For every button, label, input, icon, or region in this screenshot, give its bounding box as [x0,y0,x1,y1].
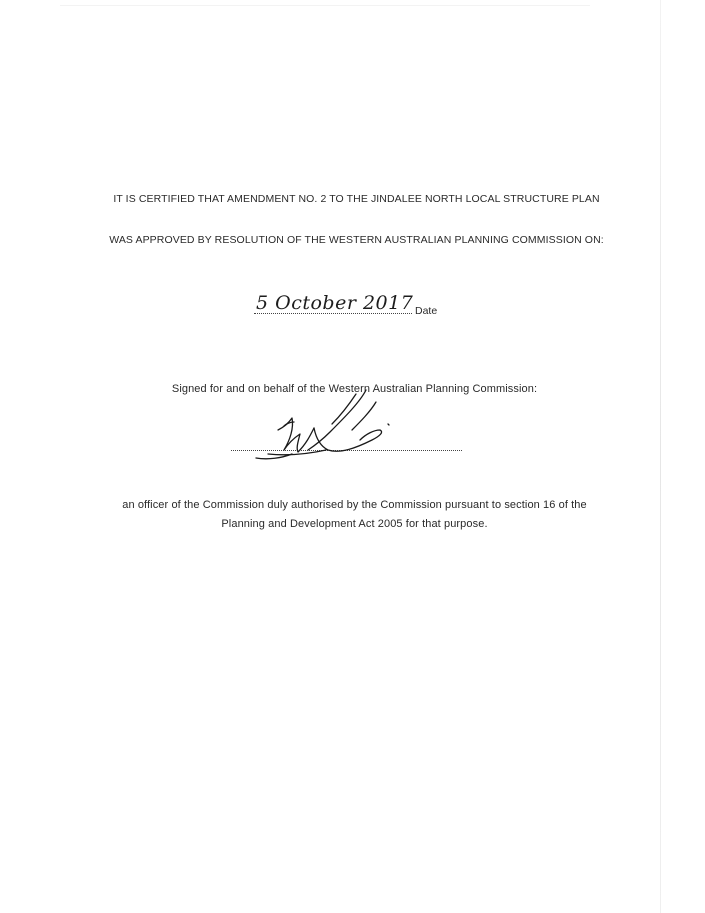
certification-statement-line-1: IT IS CERTIFIED THAT AMENDMENT NO. 2 TO THE JINDALEE NORTH LOCAL STRUCTURE PLAN [113,193,600,205]
officer-statement-line-2: Planning and Development Act 2005 for that purpose. [221,518,488,530]
date-dotted-line [254,313,412,314]
certification-statement-line-2: WAS APPROVED BY RESOLUTION OF THE WESTERN AUSTRALIAN PLANNING COMMISSION ON: [109,234,604,246]
officer-statement-line-1: an officer of the Commission duly authorised by the Commission pursuant to section 16 of the [122,499,587,511]
signed-on-behalf-statement: Signed for and on behalf of the Western Australian Planning Commission: [171,383,538,395]
date-label: Date [415,305,438,317]
handwritten-date: 5 October 2017 [256,292,414,314]
scan-edge [660,0,661,913]
scan-top-edge [60,5,590,6]
date-field [254,292,454,322]
handwritten-signature [248,388,408,468]
